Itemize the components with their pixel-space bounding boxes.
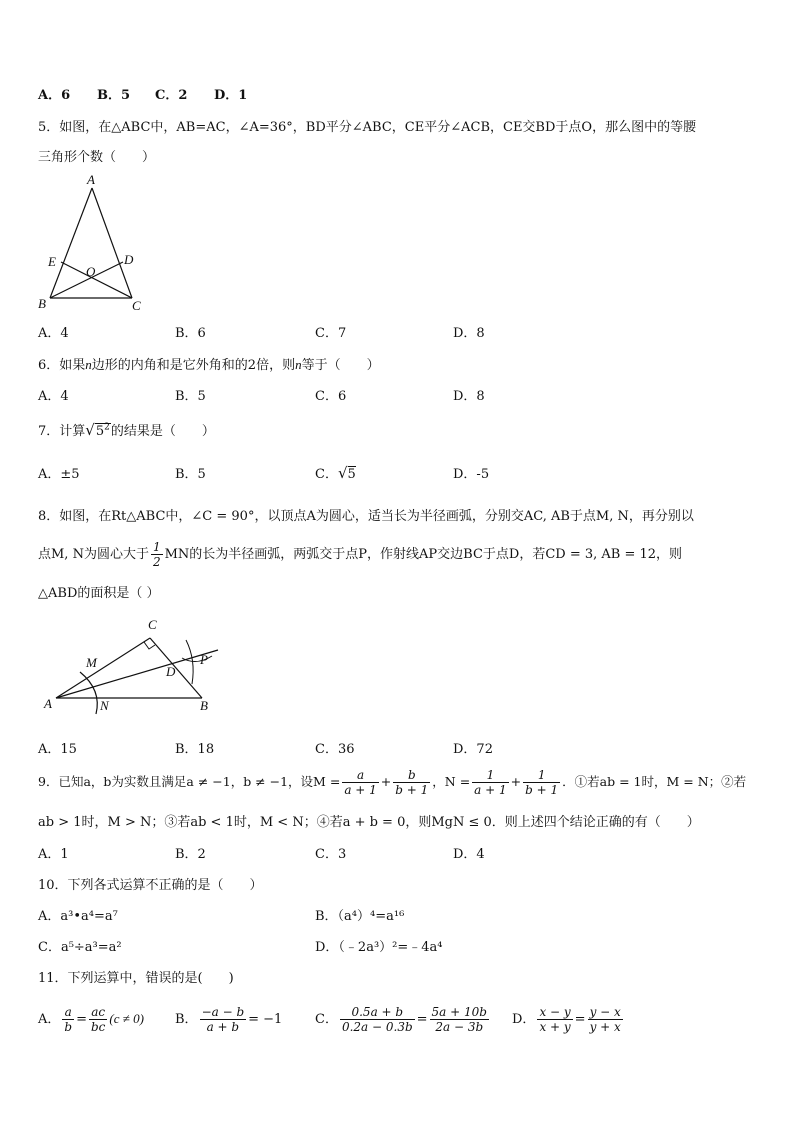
- q8-label-c: C: [148, 617, 157, 632]
- q5-stem-line2: 三角形个数（ ）: [38, 150, 156, 165]
- q7-exponent: 2: [104, 422, 110, 433]
- q11-stem: 11．下列运算中，错误的是( ): [38, 971, 234, 986]
- q6-stem-mid: 边形的内角和是它外角和的: [91, 358, 248, 373]
- q6-stem-post: 等于（ ）: [301, 358, 380, 373]
- q8-fraction: [151, 540, 163, 569]
- q8-label-p: P: [200, 652, 208, 667]
- q6-var-n2: n: [295, 357, 302, 372]
- q9-m2-den: b + 1: [395, 783, 429, 797]
- q8-label-b: B: [200, 698, 208, 713]
- q5-stem-line1: 5．如图，在△ABC中，AB=AC，∠A=36°，BD平分∠ABC，CE平分∠ACB，CE交BD于点O，那么图中的等腰: [38, 120, 697, 135]
- q9-stem-mid: ，N =: [432, 774, 471, 789]
- q4-option-c: C．2: [155, 88, 188, 103]
- q9-plus-2: +: [510, 774, 522, 789]
- q8-stem-line2b: MN的长为半径画弧，两弧交于点P，作射线AP交边BC于点D，若CD = 3, AB = 12，则: [164, 547, 683, 562]
- q6-option-d: D．8: [453, 389, 485, 404]
- q11-option-a: A． $\frac{a}{b}$ = $\frac{ac}{bc}$ (c ≠ 0): [38, 1005, 144, 1034]
- q6-option-a: A．4: [38, 389, 69, 404]
- q11-d-n2: y − x: [589, 1005, 621, 1019]
- q8-label-a: A: [44, 696, 52, 711]
- q4-option-a: A．6: [38, 88, 71, 103]
- q11-a-n1: a: [62, 1005, 74, 1020]
- q4-option-d: D．1: [214, 88, 248, 103]
- q6-option-c: C．6: [315, 389, 347, 404]
- q11-b-rhs: = −1: [248, 1012, 283, 1027]
- q9-stem-line1: [38, 768, 746, 797]
- q5-label-e: E: [48, 254, 56, 269]
- q11-c-d2: 2a − 3b: [435, 1020, 484, 1034]
- q9-frac-n1: [472, 768, 508, 797]
- q9-stem-line2: ab > 1时，M > N；③若ab < 1时，M < N；④若a + b = 0，则MgN ≤ 0．则上述四个结论正确的有（ ）: [38, 815, 700, 830]
- q9-n2-den: b + 1: [525, 783, 559, 797]
- q6-stem: [38, 354, 380, 373]
- q5-option-d: D．8: [453, 326, 485, 341]
- q11-a-condition: (c ≠ 0): [109, 1011, 144, 1026]
- q9-frac-m1: [342, 768, 378, 797]
- q10-option-d: D．（﹣2a³）²=﹣4a⁴: [315, 940, 443, 955]
- q5-option-a: A．4: [38, 326, 69, 341]
- q8-stem-line3: △ABD的面积是（ ）: [38, 586, 160, 601]
- q7-stem-post: 的结果是（ ）: [110, 424, 215, 439]
- q10-option-b: B．（a⁴）⁴=a¹⁶: [315, 909, 405, 924]
- q11-a-d1: b: [64, 1020, 73, 1034]
- q6-number: 2: [247, 358, 257, 373]
- q8-label-d: D: [166, 664, 176, 679]
- q5-label-c: C: [132, 298, 141, 313]
- q7-option-d: D．-5: [453, 467, 490, 482]
- q11-c-n1: 0.5a + b: [340, 1005, 415, 1020]
- q5-label-a: A: [87, 172, 95, 187]
- q9-option-b: B．2: [175, 847, 206, 862]
- q11-d-d2: y + x: [589, 1020, 621, 1034]
- q11-d-d1: x + y: [539, 1020, 571, 1034]
- q9-m1-den: a + 1: [344, 783, 377, 797]
- q7-option-a: A．±5: [38, 467, 80, 482]
- q8-stem-line2a: 点M, N为圆心大于: [38, 547, 149, 562]
- q9-frac-m2: [393, 768, 430, 797]
- q11-option-c: C． $\frac{0.5a + b}{0.2a - 0.3b}$ = $\frac{5a + 10b}{2a - 3b}$: [315, 1005, 487, 1034]
- q7-radicand: 5: [95, 424, 105, 439]
- q8-option-d: D．72: [453, 742, 493, 757]
- q6-var-n: n: [85, 357, 92, 372]
- q11-a-n2: ac: [89, 1005, 107, 1020]
- q9-n1-den: a + 1: [474, 783, 507, 797]
- q11-b-num: −a − b: [201, 1005, 245, 1019]
- q5-label-o: O: [86, 264, 96, 279]
- q7-option-c-label: C．: [315, 467, 338, 482]
- q7-option-b: B．5: [175, 467, 206, 482]
- q8-label-n: N: [100, 698, 109, 713]
- q6-option-b: B．5: [175, 389, 206, 404]
- q8-option-b: B．18: [175, 742, 215, 757]
- q9-stem-pre: 9．已知a，b为实数且满足a ≠ −1，b ≠ −1，设M =: [38, 774, 341, 789]
- q4-option-b: B．5: [97, 88, 131, 103]
- q8-stem-line1: 8．如图，在Rt△ABC中，∠C = 90°，以顶点A为圆心，适当长为半径画弧，分别交AC, AB于点M, N，再分别以: [38, 509, 694, 524]
- q11-c-n2: 5a + 10b: [431, 1005, 487, 1019]
- q8-triangle-figure: [36, 612, 236, 720]
- q11-option-b: [175, 1005, 282, 1034]
- q11-option-d: D． $\frac{x - y}{x + y}$ = $\frac{y - x}{y + x}$: [512, 1005, 621, 1034]
- q11-b-den: a + b: [206, 1020, 240, 1034]
- q9-n2-num: 1: [523, 768, 560, 783]
- q9-stem-post: ．①若ab = 1时，M = N；②若: [562, 774, 747, 789]
- q9-m1-num: a: [342, 768, 378, 783]
- q10-stem: 10．下列各式运算不正确的是（ ）: [38, 878, 263, 893]
- q11-b-label: B．: [175, 1012, 198, 1027]
- q11-d-n1: x − y: [539, 1005, 571, 1019]
- q5-triangle-figure: [30, 172, 160, 314]
- q8-option-c: C．36: [315, 742, 355, 757]
- q9-option-a: A．1: [38, 847, 69, 862]
- q9-m2-num: b: [393, 768, 430, 783]
- q5-option-c: C．7: [315, 326, 347, 341]
- q8-label-m: M: [86, 655, 97, 670]
- q11-c-label: C．: [315, 1012, 338, 1027]
- q9-frac-n2: [523, 768, 560, 797]
- q11-c-d1: 0.2a − 0.3b: [341, 1020, 413, 1034]
- q11-d-label: D．: [512, 1012, 536, 1027]
- q8-option-a: A．15: [38, 742, 77, 757]
- q8-frac-denominator: 2: [152, 555, 161, 569]
- q6-stem-mid2: 倍，则: [256, 358, 296, 373]
- q10-option-c: C．a⁵÷a³=a²: [38, 940, 122, 955]
- q6-stem-pre: 6．如果: [38, 358, 86, 373]
- q10-option-a: A．a³•a⁴=a⁷: [38, 909, 118, 924]
- q8-frac-numerator: 1: [152, 540, 161, 554]
- q7-option-c: C．√5: [315, 464, 356, 482]
- q5-label-b: B: [38, 296, 46, 311]
- q9-plus: +: [380, 774, 392, 789]
- q11-a-d2: bc: [90, 1020, 106, 1034]
- q5-option-b: B．6: [175, 326, 206, 341]
- q9-n1-num: 1: [472, 768, 508, 783]
- q8-stem-line2: [38, 540, 682, 569]
- q7-option-c-radicand: 5: [347, 467, 356, 482]
- q9-option-d: D．4: [453, 847, 485, 862]
- q11-a-label: A．: [38, 1012, 61, 1027]
- q7-stem: 7．计算$√5^2$的结果是（ ）: [38, 421, 215, 439]
- q5-label-d: D: [124, 252, 134, 267]
- q9-option-c: C．3: [315, 847, 347, 862]
- q7-stem-pre: 7．计算: [38, 424, 86, 439]
